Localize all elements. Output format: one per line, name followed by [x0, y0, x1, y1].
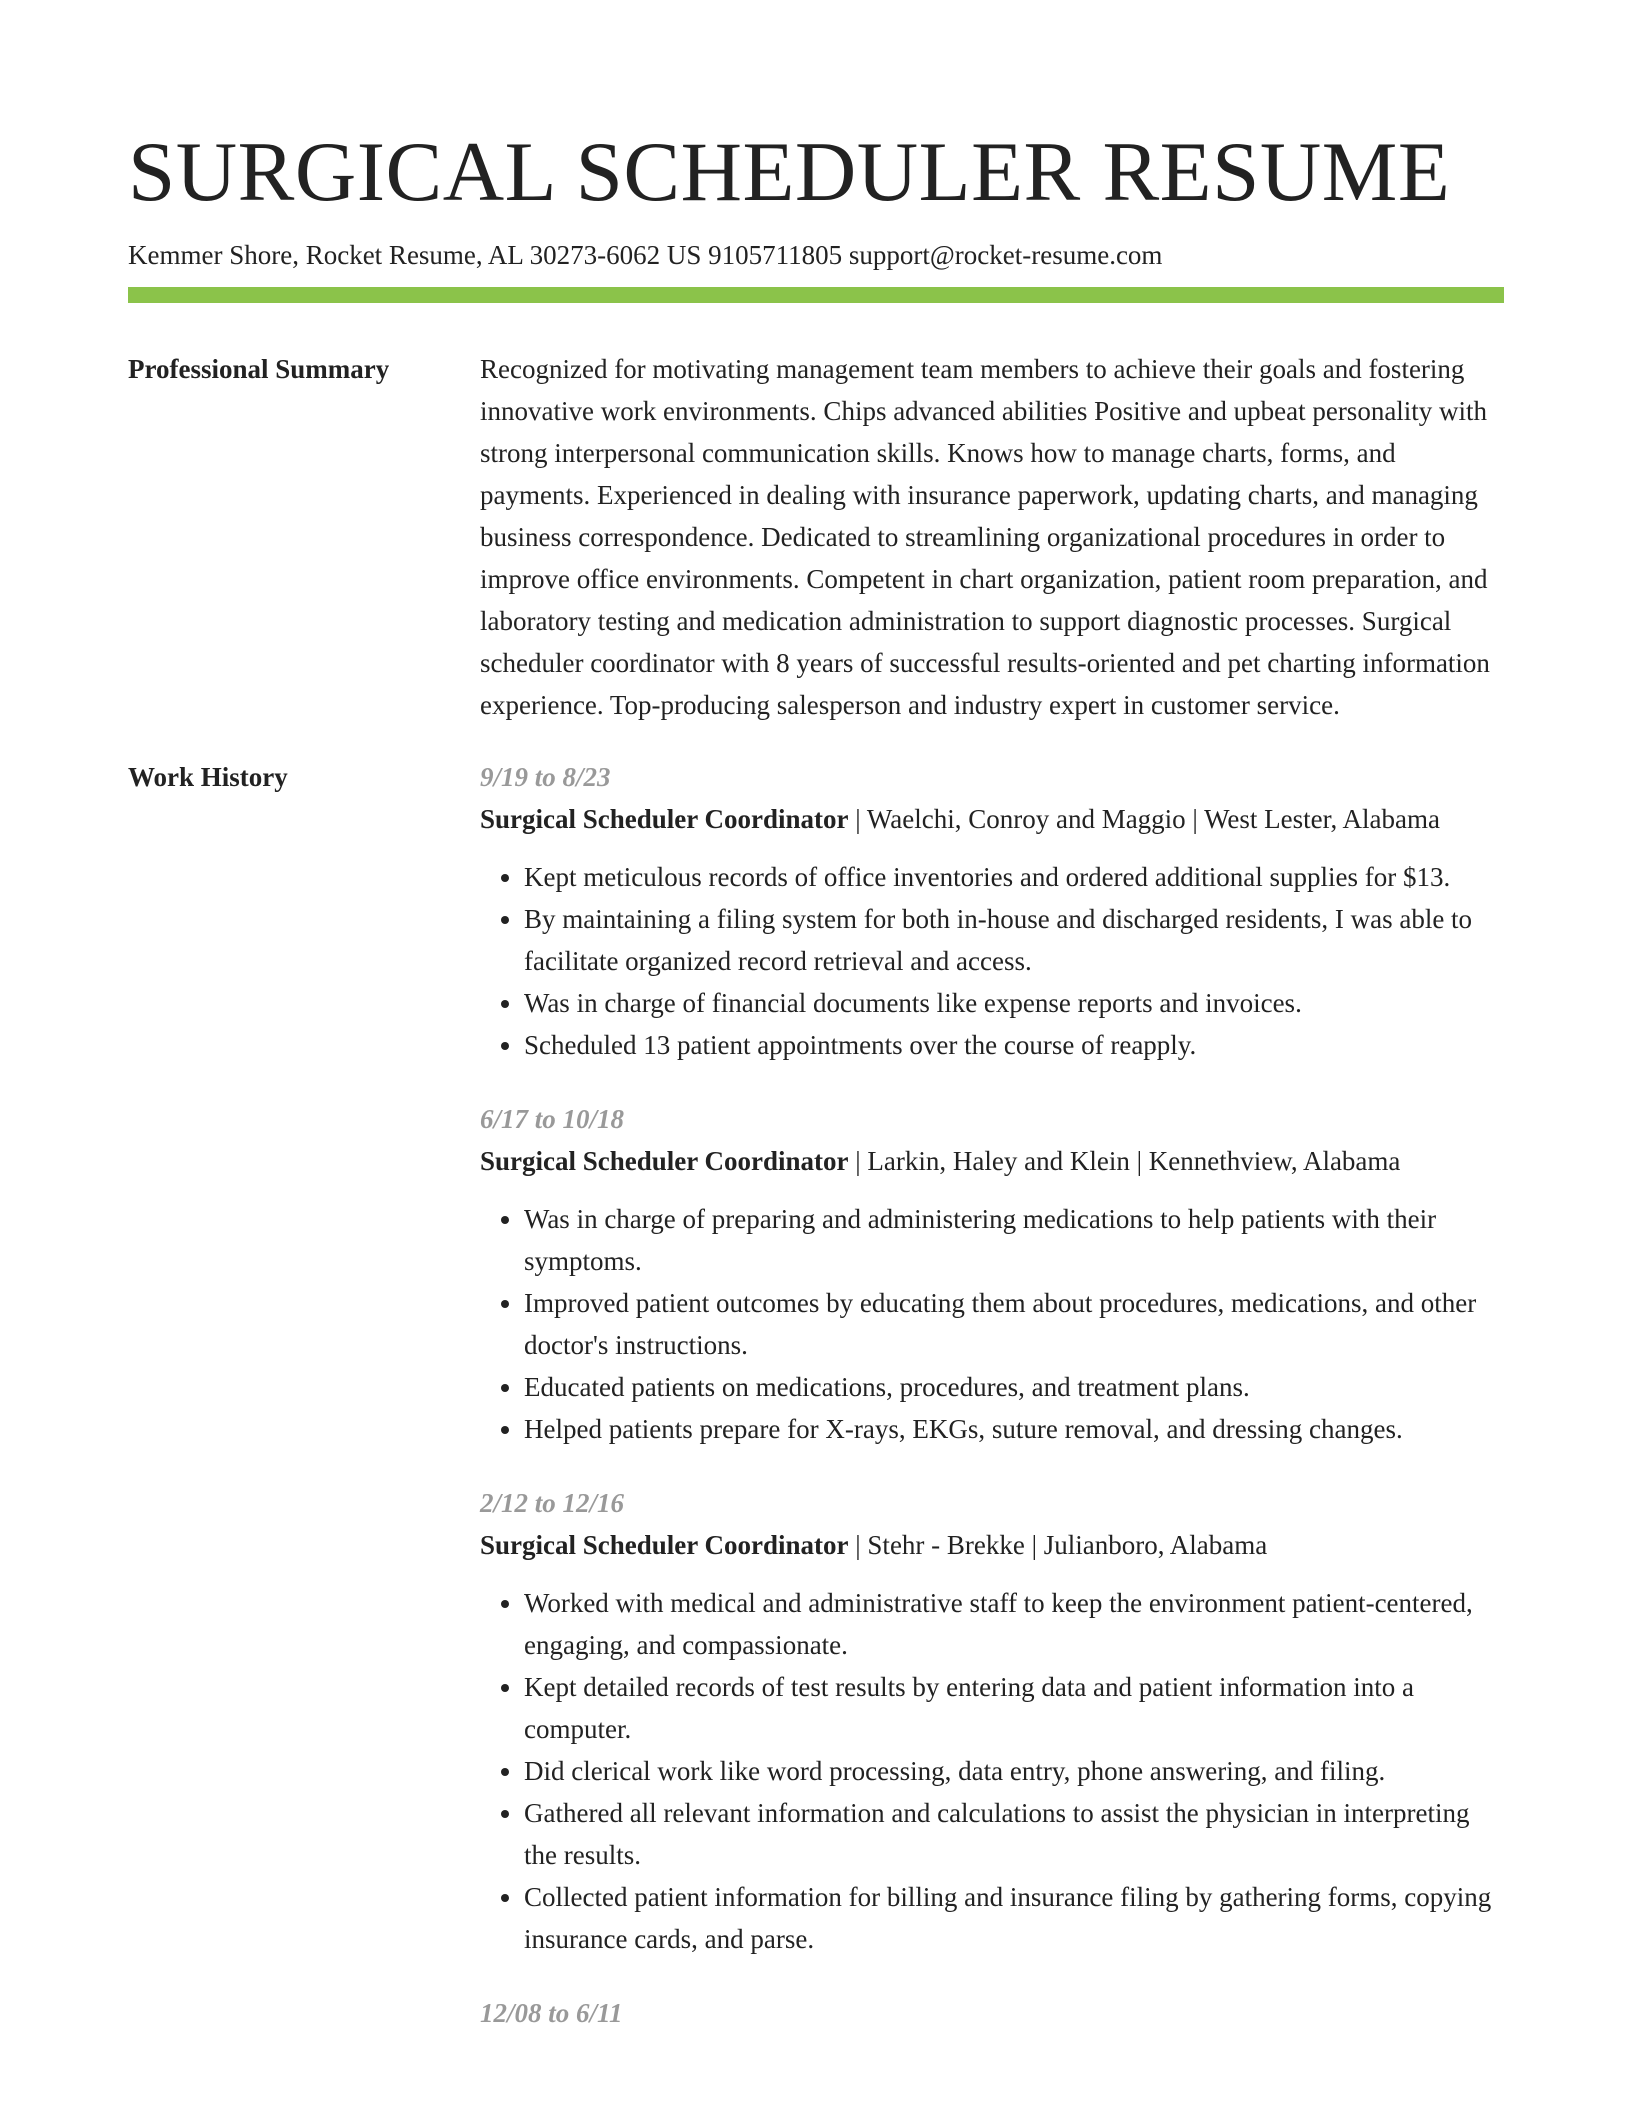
job-bullet: • Did clerical work like word processing, data entry, phone answering, and filing.	[524, 1750, 1504, 1792]
job-bullets	[480, 856, 1504, 1066]
job-dates: 12/08 to 6/11	[480, 1998, 623, 2028]
job-heading	[480, 798, 1504, 840]
job-title: Surgical Scheduler Coordinator	[480, 1146, 849, 1176]
section-label-summary: Professional Summary	[128, 354, 390, 384]
job-entry	[480, 1482, 1504, 1960]
job-heading	[480, 1524, 1504, 1566]
job-bullet: • Collected patient information for billing and insurance filing by gathering forms, copying insurance cards, and parse.	[524, 1876, 1504, 1960]
job-bullet: • Helped patients prepare for X-rays, EKGs, suture removal, and dressing changes.	[524, 1408, 1504, 1450]
section-label-work-history: Work History	[128, 762, 288, 792]
summary-text: Recognized for motivating management team members to achieve their goals and fostering innovative work environments. Chips advanced abilities Positive and upbeat personality with strong interpersonal communication skills. Knows how to manage charts, forms, and payments. Experienced in dealing with insurance paperwork, updating charts, and managing business correspondence. Dedicated to streamlining organizational procedures in order to improve office environments. Competent in chart organization, patient room preparation, and laboratory testing and medication administration to support diagnostic processes. Surgical scheduler coordinator with 8 years of successful results-oriented and pet charting information experience. Top-producing salesperson and industry expert in customer service.	[480, 354, 1490, 720]
job-bullet: • Was in charge of financial documents like expense reports and invoices.	[524, 982, 1504, 1024]
job-entry	[480, 756, 1504, 1066]
job-bullet: • Educated patients on medications, procedures, and treatment plans.	[524, 1366, 1504, 1408]
job-details: | Larkin, Haley and Klein | Kennethview, Alabama	[848, 1146, 1401, 1176]
job-title: Surgical Scheduler Coordinator	[480, 1530, 849, 1560]
job-dates: 2/12 to 12/16	[480, 1488, 625, 1518]
resume-title: SURGICAL SCHEDULER RESUME	[128, 125, 1451, 219]
job-bullet: • Was in charge of preparing and administering medications to help patients with their symptoms.	[524, 1198, 1504, 1282]
header-divider	[128, 287, 1504, 303]
professional-summary-section	[128, 348, 1504, 726]
work-history-list	[480, 756, 1504, 2034]
job-bullet: • Gathered all relevant information and calculations to assist the physician in interpreting the results.	[524, 1792, 1504, 1876]
job-bullets	[480, 1198, 1504, 1450]
job-dates: 9/19 to 8/23	[480, 762, 611, 792]
job-bullets	[480, 1582, 1504, 1960]
job-bullet: • By maintaining a filing system for both in-house and discharged residents, I was able to facilitate organized record retrieval and access.	[524, 898, 1504, 982]
job-entry	[480, 1098, 1504, 1450]
work-history-section	[128, 756, 1504, 2034]
job-bullet: • Kept detailed records of test results by entering data and patient information into a computer.	[524, 1666, 1504, 1750]
job-heading	[480, 1140, 1504, 1182]
job-dates: 6/17 to 10/18	[480, 1104, 625, 1134]
job-title: Surgical Scheduler Coordinator	[480, 804, 849, 834]
contact-line: Kemmer Shore, Rocket Resume, AL 30273-6062 US 9105711805 support@rocket-resume.com	[128, 240, 1163, 270]
job-bullet: • Kept meticulous records of office inventories and ordered additional supplies for $13.	[524, 856, 1504, 898]
job-details: | Waelchi, Conroy and Maggio | West Lester, Alabama	[848, 804, 1441, 834]
job-details: | Stehr - Brekke | Julianboro, Alabama	[848, 1530, 1268, 1560]
job-bullet: • Worked with medical and administrative staff to keep the environment patient-centered, engaging, and compassionate.	[524, 1582, 1504, 1666]
job-entry	[480, 1992, 1504, 2034]
job-bullet: • Scheduled 13 patient appointments over the course of reapply.	[524, 1024, 1504, 1066]
job-bullet: • Improved patient outcomes by educating them about procedures, medications, and other doctor's instructions.	[524, 1282, 1504, 1366]
resume-page	[128, 0, 1504, 2034]
